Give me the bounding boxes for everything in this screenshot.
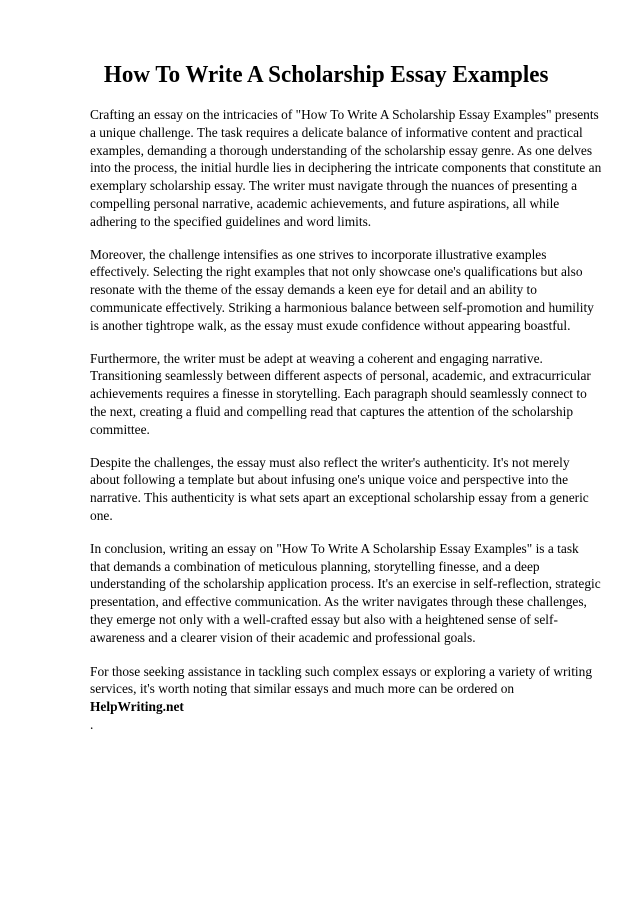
- paragraph-4: Despite the challenges, the essay must also reflect the writer's authenticity. It's not merely about following a template but about infusing one's unique voice and perspective into the narrative. This authenticity is what sets apart an exceptional scholarship essay from a generic one.: [90, 454, 589, 523]
- document-title: How To Write A Scholarship Essay Examples: [103, 61, 549, 88]
- helpwriting-link[interactable]: HelpWriting.net: [90, 699, 184, 715]
- paragraph-5: In conclusion, writing an essay on "How To Write A Scholarship Essay Examples" is a task that demands a combination of meticulous planning, storytelling finesse, and a deep understanding of the scholarship application process. It's an exercise in self-reflection, strategic presentation, and effective communication. As the writer navigates through these challenges, they emerge not only with a well-crafted essay but also with a heightened sense of self-awareness and a clearer vision of their academic and professional goals.: [90, 540, 601, 645]
- closing-text: For those seeking assistance in tackling such complex essays or exploring a variety of writing services, it's worth noting that similar essays and much more can be ordered on: [90, 663, 593, 697]
- closing-period: .: [90, 716, 94, 732]
- paragraph-1: Crafting an essay on the intricacies of "How To Write A Scholarship Essay Examples" presents a unique challenge. The task requires a delicate balance of informative content and practical examples, demanding a thorough understanding of the scholarship essay genre. As one delves into the process, the initial hurdle lies in deciphering the intricate components that constitute an exemplary scholarship essay. The writer must navigate through the nuances of presenting a compelling personal narrative, academic achievements, and future aspirations, all while adhering to the specified guidelines and word limits.: [90, 107, 602, 229]
- document-body: [90, 106, 638, 744]
- paragraph-3: Furthermore, the writer must be adept at weaving a coherent and engaging narrative. Transitioning seamlessly between different aspects of personal, academic, and extracurricular achievements requires a finesse in storytelling. Each paragraph should seamlessly connect to the next, creating a fluid and compelling read that captures the attention of the scholarship committee.: [90, 350, 591, 437]
- closing-paragraph: [90, 663, 608, 734]
- paragraph-2: Moreover, the challenge intensifies as one strives to incorporate illustrative examples effectively. Selecting the right examples that not only showcase one's qualifications but also resonate with the theme of the essay demands a keen eye for detail and an ability to communicate effectively. Striking a harmonious balance between self-promotion and humility is another tightrope walk, as the essay must exude confidence without appearing boastful.: [90, 246, 594, 333]
